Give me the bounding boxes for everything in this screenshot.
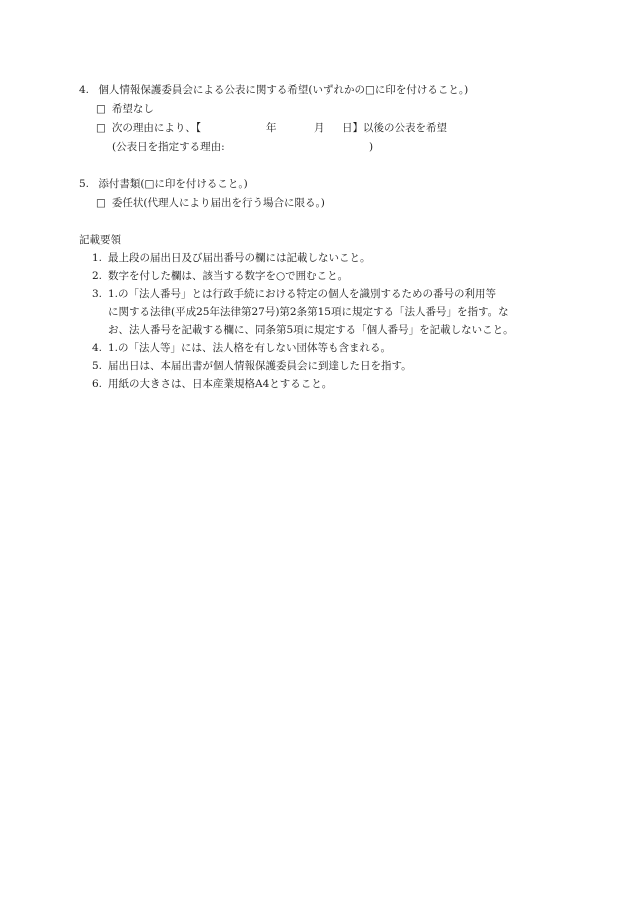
note-text: 1.の「法人番号」とは行政手続における特定の個人を識別するための番号の利用等 [108, 288, 497, 300]
note-item [92, 269, 348, 283]
section4-option-no-preference [96, 102, 154, 116]
note-number: 2. [92, 270, 103, 282]
note-number: 6. [92, 378, 103, 390]
reason-label: (公表日を指定する理由: [112, 141, 225, 153]
reason-close-paren: ) [369, 141, 374, 153]
option-date-year: 年 [266, 122, 277, 134]
note-text: 届出日は、本届出書が個人情報保護委員会に到達した日を指す。 [108, 360, 412, 372]
checkbox-icon[interactable]: □ [96, 103, 106, 115]
section4-reason [112, 140, 412, 154]
note-number: 3. [92, 288, 103, 300]
checkbox-icon[interactable]: □ [96, 197, 106, 209]
note-text: 最上段の届出日及び届出番号の欄には記載しないこと。 [108, 252, 371, 264]
note-item [92, 341, 391, 355]
note-item [92, 359, 412, 373]
note-item [92, 377, 332, 391]
note-item [92, 251, 371, 265]
note-number: 4. [92, 342, 103, 354]
note-text: に関する法律(平成25年法律第27号)第2条第15項に規定する「法人番号」を指す。な [108, 306, 509, 318]
section5-number: 5. [79, 178, 90, 190]
note-item-continuation [108, 305, 509, 319]
note-text: 数字を付した欄は、該当する数字を○で囲むこと。 [108, 270, 349, 282]
notes-title: 記載要領 [79, 234, 121, 246]
section5-heading [79, 177, 248, 191]
option-date-prefix: 次の理由により、【 [111, 122, 202, 134]
section5-option-power-of-attorney [96, 196, 325, 210]
note-text: 1.の「法人等」には、法人格を有しない団体等も含まれる。 [108, 342, 392, 354]
checkbox-icon[interactable]: □ [96, 122, 106, 134]
note-item [92, 287, 496, 301]
note-text: お、法人番号を記載する欄に、同条第5項に規定する「個人番号」を記載しないこと。 [108, 324, 514, 336]
option-date-suffix: 日】以後の公表を希望 [342, 122, 447, 134]
option-date-month: 月 [314, 122, 325, 134]
section4-option-date [96, 121, 496, 135]
section4-number: 4. [79, 84, 90, 96]
note-item-continuation [108, 323, 514, 337]
section4-heading [79, 83, 468, 97]
note-number: 5. [92, 360, 103, 372]
option-no-preference-label: 希望なし [111, 103, 154, 115]
note-text: 用紙の大きさは、日本産業規格A4とすること。 [108, 378, 333, 390]
note-number: 1. [92, 252, 103, 264]
option-power-of-attorney-label: 委任状(代理人により届出を行う場合に限る。) [111, 197, 325, 209]
section4-heading-text: 個人情報保護委員会による公表に関する希望(いずれかの□に印を付けること。) [98, 84, 469, 96]
section5-heading-text: 添付書類(□に印を付けること。) [98, 178, 248, 190]
